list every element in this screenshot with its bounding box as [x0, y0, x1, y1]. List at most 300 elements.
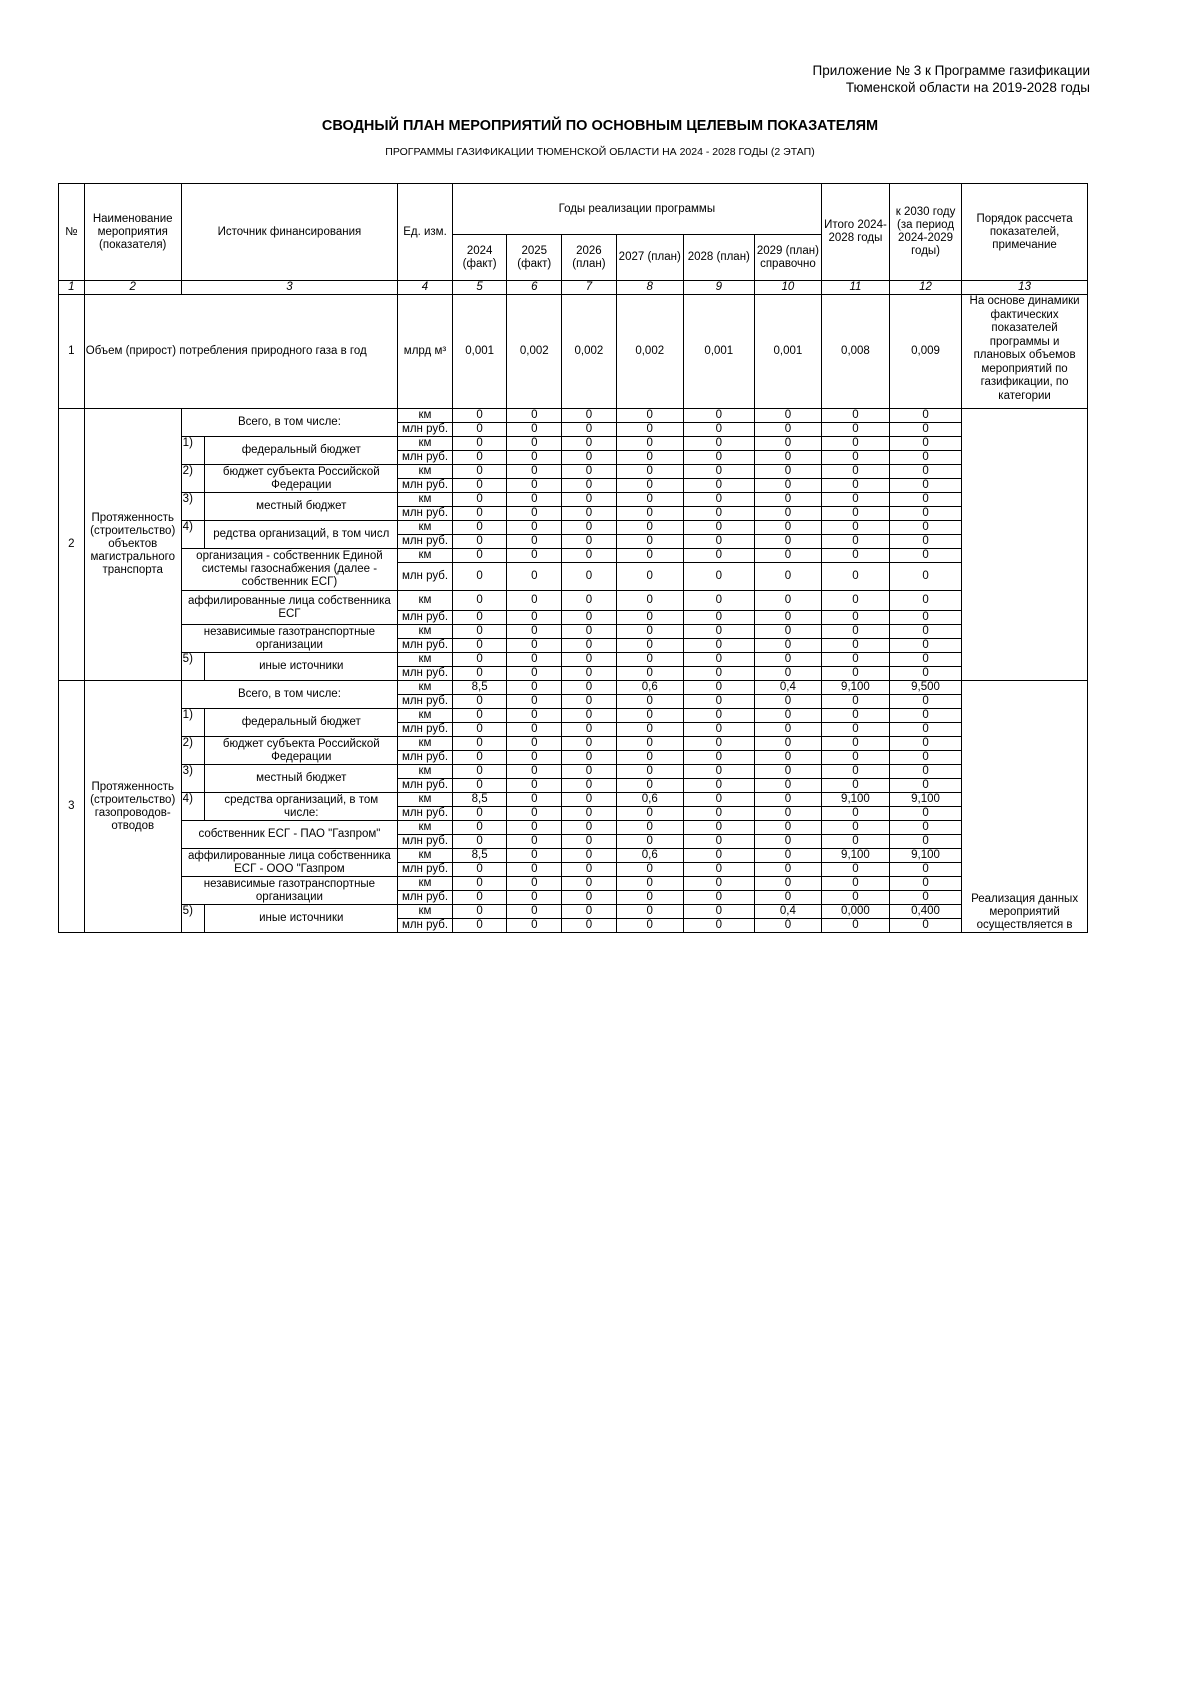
value-cell: 0	[683, 639, 754, 653]
value-cell: 0	[683, 521, 754, 535]
value-cell: 0	[562, 751, 617, 765]
value-cell: 0	[683, 821, 754, 835]
unit-cell: км	[398, 905, 453, 919]
value-cell: 0	[616, 863, 683, 877]
unit-cell: км	[398, 465, 453, 479]
value-cell: 0	[754, 765, 821, 779]
value-cell: 0	[507, 549, 562, 563]
value-cell: 0	[683, 709, 754, 723]
value-cell: 0	[889, 493, 961, 507]
value-cell: 8,5	[452, 849, 507, 863]
value-cell: 0	[562, 653, 617, 667]
colnum-9: 9	[683, 281, 754, 295]
value-cell: 0	[507, 521, 562, 535]
header-no: №	[59, 184, 85, 281]
value-cell: 0	[683, 891, 754, 905]
value-cell: 0	[562, 639, 617, 653]
value-cell: 9,100	[889, 849, 961, 863]
table-row	[59, 709, 1088, 723]
value-cell: 0	[754, 695, 821, 709]
source-local: местный бюджет	[205, 765, 398, 793]
value-cell: 0	[889, 695, 961, 709]
value-cell: 0	[683, 737, 754, 751]
colnum-12: 12	[889, 281, 961, 295]
value-cell: 0	[754, 625, 821, 639]
value-cell: 0	[507, 479, 562, 493]
unit-cell: км	[398, 793, 453, 807]
value-cell: 0	[562, 681, 617, 695]
header-note: Порядок рассчета показателей, примечание	[962, 184, 1088, 281]
value-cell: 0	[821, 549, 889, 563]
value-cell: 0	[821, 493, 889, 507]
value-cell: 0	[452, 891, 507, 905]
value-cell: 0	[683, 779, 754, 793]
header-year-2028: 2028 (план)	[683, 235, 754, 281]
unit-cell: км	[398, 653, 453, 667]
value-cell: 0	[821, 437, 889, 451]
value-cell: 0	[889, 451, 961, 465]
row1-value: 0,001	[754, 295, 821, 409]
unit-cell: км	[398, 591, 453, 611]
appendix-reference	[813, 62, 1090, 96]
value-cell: 0	[507, 695, 562, 709]
source-affil: аффилированные лица собственника ЕСГ - ООО "Газпром	[181, 849, 398, 877]
value-cell: 0	[507, 667, 562, 681]
value-cell: 0	[562, 723, 617, 737]
value-cell: 0	[889, 891, 961, 905]
value-cell: 0	[507, 905, 562, 919]
table-row	[59, 905, 1088, 919]
value-cell: 0	[889, 821, 961, 835]
value-cell: 0	[616, 737, 683, 751]
value-cell: 0	[452, 695, 507, 709]
value-cell: 0	[616, 919, 683, 933]
value-cell: 0	[889, 919, 961, 933]
value-cell: 0	[683, 479, 754, 493]
value-cell: 0	[889, 737, 961, 751]
value-cell: 0	[754, 639, 821, 653]
unit-cell: млн руб.	[398, 611, 453, 625]
value-cell: 0	[889, 535, 961, 549]
row1-no: 1	[59, 295, 85, 409]
value-cell: 0	[507, 535, 562, 549]
value-cell: 0	[452, 549, 507, 563]
colnum-6: 6	[507, 281, 562, 295]
value-cell: 0	[616, 465, 683, 479]
row1-value: 0,002	[616, 295, 683, 409]
value-cell: 0	[754, 807, 821, 821]
source-owner: собственник ЕСГ - ПАО "Газпром"	[181, 821, 398, 849]
row1-value: 0,002	[507, 295, 562, 409]
unit-cell: км	[398, 521, 453, 535]
value-cell: 0,6	[616, 849, 683, 863]
value-cell: 0	[507, 737, 562, 751]
value-cell: 0	[683, 835, 754, 849]
value-cell: 0	[452, 479, 507, 493]
value-cell: 0	[562, 667, 617, 681]
value-cell: 0	[754, 891, 821, 905]
value-cell: 0	[821, 451, 889, 465]
row1-value: 0,001	[452, 295, 507, 409]
value-cell: 0	[683, 793, 754, 807]
value-cell: 0	[507, 891, 562, 905]
unit-cell: км	[398, 737, 453, 751]
value-cell: 0	[821, 409, 889, 423]
value-cell: 0	[616, 521, 683, 535]
unit-cell: млн руб.	[398, 919, 453, 933]
unit-cell: млн руб.	[398, 891, 453, 905]
header-total: Итого 2024-2028 годы	[821, 184, 889, 281]
sec3-no: 3	[59, 681, 85, 933]
value-cell: 0	[562, 849, 617, 863]
value-cell: 0	[754, 611, 821, 625]
header-year-2026: 2026 (план)	[562, 235, 617, 281]
unit-cell: млн руб.	[398, 695, 453, 709]
value-cell: 0	[683, 591, 754, 611]
colnum-1: 1	[59, 281, 85, 295]
value-cell: 0,000	[821, 905, 889, 919]
header-unit: Ед. изм.	[398, 184, 453, 281]
value-cell: 0	[821, 695, 889, 709]
value-cell: 0	[821, 779, 889, 793]
header-years-group: Годы реализации программы	[452, 184, 821, 235]
unit-cell: млн руб.	[398, 423, 453, 437]
colnum-11: 11	[821, 281, 889, 295]
value-cell: 0	[452, 737, 507, 751]
value-cell: 0	[821, 751, 889, 765]
value-cell: 0	[562, 695, 617, 709]
value-cell: 0	[616, 765, 683, 779]
value-cell: 0	[889, 751, 961, 765]
source-number: 3)	[181, 493, 205, 521]
value-cell: 0	[562, 437, 617, 451]
value-cell: 0	[507, 821, 562, 835]
value-cell: 0	[821, 625, 889, 639]
value-cell: 0	[754, 849, 821, 863]
value-cell: 0	[683, 451, 754, 465]
colnum-2: 2	[84, 281, 181, 295]
source-local: местный бюджет	[205, 493, 398, 521]
value-cell: 0	[562, 765, 617, 779]
value-cell: 0	[821, 653, 889, 667]
value-cell: 0	[821, 479, 889, 493]
value-cell: 0	[452, 465, 507, 479]
value-cell: 0	[452, 807, 507, 821]
value-cell: 0	[616, 877, 683, 891]
value-cell: 0	[616, 891, 683, 905]
value-cell: 0	[452, 709, 507, 723]
source-affil: аффилированные лица собственника ЕСГ	[181, 591, 398, 625]
value-cell: 0	[821, 723, 889, 737]
value-cell: 0,400	[889, 905, 961, 919]
unit-cell: км	[398, 549, 453, 563]
unit-cell: км	[398, 409, 453, 423]
source-number: 4)	[181, 793, 205, 821]
value-cell: 0	[507, 765, 562, 779]
source-org: средства организаций, в том числе:	[205, 793, 398, 821]
value-cell: 0	[683, 409, 754, 423]
value-cell: 0	[889, 653, 961, 667]
value-cell: 0	[452, 639, 507, 653]
value-cell: 0	[507, 611, 562, 625]
value-cell: 0	[452, 765, 507, 779]
value-cell: 0	[889, 807, 961, 821]
section-2-main-transport	[59, 409, 1088, 681]
value-cell: 0	[683, 611, 754, 625]
value-cell: 0	[754, 563, 821, 591]
source-number: 3)	[181, 765, 205, 793]
unit-cell: км	[398, 437, 453, 451]
value-cell: 0	[683, 535, 754, 549]
value-cell: 0	[754, 653, 821, 667]
row1-value: 0,009	[889, 295, 961, 409]
value-cell: 0	[452, 835, 507, 849]
value-cell: 0	[754, 667, 821, 681]
value-cell: 0	[616, 779, 683, 793]
value-cell: 0	[683, 905, 754, 919]
value-cell: 0	[754, 465, 821, 479]
value-cell: 0,6	[616, 681, 683, 695]
unit-cell: млн руб.	[398, 723, 453, 737]
value-cell: 0	[754, 877, 821, 891]
value-cell: 0	[452, 507, 507, 521]
value-cell: 0	[562, 507, 617, 521]
value-cell: 0	[616, 905, 683, 919]
value-cell: 0	[754, 479, 821, 493]
value-cell: 0	[754, 591, 821, 611]
row1-note: На основе динамики фактических показателей программы и плановых объемов мероприятий по газификации, по категории	[969, 295, 1080, 402]
value-cell: 0	[507, 507, 562, 521]
table-row	[59, 521, 1088, 535]
value-cell: 9,100	[821, 793, 889, 807]
row1-unit: млрд м³	[398, 295, 453, 409]
sec2-note-cell	[962, 409, 1088, 681]
value-cell: 0	[821, 737, 889, 751]
value-cell: 0	[616, 563, 683, 591]
value-cell: 0	[754, 423, 821, 437]
value-cell: 0	[562, 793, 617, 807]
value-cell: 0	[507, 681, 562, 695]
value-cell: 0	[507, 877, 562, 891]
value-cell: 0	[889, 423, 961, 437]
value-cell: 0	[562, 891, 617, 905]
value-cell: 0	[889, 723, 961, 737]
value-cell: 8,5	[452, 793, 507, 807]
header-year-2025: 2025 (факт)	[507, 235, 562, 281]
value-cell: 0	[616, 835, 683, 849]
value-cell: 0	[889, 625, 961, 639]
value-cell: 0	[616, 667, 683, 681]
value-cell: 0	[562, 737, 617, 751]
value-cell: 0	[452, 437, 507, 451]
value-cell: 0	[889, 709, 961, 723]
table-row	[59, 493, 1088, 507]
value-cell: 0	[507, 625, 562, 639]
value-cell: 0	[452, 611, 507, 625]
value-cell: 0	[754, 821, 821, 835]
table-row	[59, 465, 1088, 479]
unit-cell: млн руб.	[398, 639, 453, 653]
value-cell: 0	[507, 919, 562, 933]
table-row	[59, 409, 1088, 423]
value-cell: 0	[683, 681, 754, 695]
value-cell: 9,500	[889, 681, 961, 695]
sec3-name: Протяженность (строительство) газопроводов-отводов	[84, 681, 181, 933]
value-cell: 0	[889, 479, 961, 493]
table-row	[59, 821, 1088, 835]
value-cell: 0	[452, 723, 507, 737]
value-cell: 0	[821, 667, 889, 681]
value-cell: 0	[507, 751, 562, 765]
value-cell: 0	[562, 625, 617, 639]
source-indep: независимые газотранспортные организации	[181, 625, 398, 653]
value-cell: 0	[683, 919, 754, 933]
unit-cell: км	[398, 765, 453, 779]
value-cell: 0	[683, 695, 754, 709]
appendix-line-1: Приложение № 3 к Программе газификации	[812, 63, 1090, 78]
value-cell: 0	[683, 437, 754, 451]
unit-cell: млн руб.	[398, 451, 453, 465]
value-cell: 0,6	[616, 793, 683, 807]
value-cell: 0	[616, 409, 683, 423]
value-cell: 0	[754, 493, 821, 507]
value-cell: 0	[754, 451, 821, 465]
sec2-name: Протяженность (строительство) объектов магистрального транспорта	[84, 409, 181, 681]
value-cell: 0	[616, 639, 683, 653]
unit-cell: км	[398, 709, 453, 723]
value-cell: 0	[821, 877, 889, 891]
value-cell: 0	[889, 835, 961, 849]
source-total: Всего, в том числе:	[181, 681, 398, 709]
value-cell: 0	[616, 611, 683, 625]
value-cell: 0	[562, 877, 617, 891]
value-cell: 0	[889, 563, 961, 591]
value-cell: 0	[616, 423, 683, 437]
table-row	[59, 591, 1088, 611]
unit-cell: млн руб.	[398, 779, 453, 793]
source-fed: федеральный бюджет	[205, 709, 398, 737]
value-cell: 0	[616, 507, 683, 521]
unit-cell: млн руб.	[398, 807, 453, 821]
value-cell: 0	[616, 821, 683, 835]
value-cell: 0	[507, 793, 562, 807]
value-cell: 0	[616, 751, 683, 765]
value-cell: 0	[507, 723, 562, 737]
value-cell: 0	[821, 891, 889, 905]
source-number: 4)	[181, 521, 205, 549]
value-cell: 0	[507, 863, 562, 877]
value-cell: 0	[889, 521, 961, 535]
value-cell: 0	[821, 835, 889, 849]
value-cell: 0	[616, 549, 683, 563]
value-cell: 0	[562, 521, 617, 535]
colnum-10: 10	[754, 281, 821, 295]
value-cell: 0	[562, 919, 617, 933]
header-year-2024: 2024 (факт)	[452, 235, 507, 281]
value-cell: 0,4	[754, 905, 821, 919]
sec3-note-cell	[962, 681, 1088, 933]
table-row	[59, 681, 1088, 695]
row1-value: 0,002	[562, 295, 617, 409]
row1-value: 0,008	[821, 295, 889, 409]
value-cell: 0	[562, 451, 617, 465]
value-cell: 0	[821, 535, 889, 549]
value-cell: 0	[754, 549, 821, 563]
value-cell: 0	[507, 709, 562, 723]
value-cell: 0	[616, 625, 683, 639]
value-cell: 0	[616, 653, 683, 667]
value-cell: 0	[821, 563, 889, 591]
value-cell: 0	[616, 535, 683, 549]
section-3-branch-pipelines	[59, 681, 1088, 933]
value-cell: 0,4	[754, 681, 821, 695]
value-cell: 0	[821, 591, 889, 611]
value-cell: 0	[562, 479, 617, 493]
unit-cell: км	[398, 681, 453, 695]
unit-cell: млн руб.	[398, 563, 453, 591]
table-row	[59, 877, 1088, 891]
unit-cell: млн руб.	[398, 535, 453, 549]
value-cell: 0	[683, 863, 754, 877]
appendix-line-2: Тюменской области на 2019-2028 годы	[845, 80, 1090, 95]
header-source: Источник финансирования	[181, 184, 398, 281]
value-cell: 0	[821, 709, 889, 723]
source-total: Всего, в том числе:	[181, 409, 398, 437]
value-cell: 0	[754, 507, 821, 521]
document-title: СВОДНЫЙ ПЛАН МЕРОПРИЯТИЙ ПО ОСНОВНЫМ ЦЕЛЕВЫМ ПОКАЗАТЕЛЯМ	[321, 118, 879, 134]
value-cell: 0	[562, 423, 617, 437]
colnum-8: 8	[616, 281, 683, 295]
source-number: 2)	[181, 737, 205, 765]
value-cell: 0	[616, 591, 683, 611]
value-cell: 0	[562, 863, 617, 877]
value-cell: 0	[562, 807, 617, 821]
value-cell: 0	[452, 423, 507, 437]
header-year-2027: 2027 (план)	[616, 235, 683, 281]
value-cell: 0	[754, 737, 821, 751]
value-cell: 0	[562, 835, 617, 849]
header-to-2030: к 2030 году (за период 2024-2029 годы)	[889, 184, 961, 281]
value-cell: 0	[683, 765, 754, 779]
value-cell: 0	[889, 465, 961, 479]
header-name: Наименование мероприятия (показателя)	[84, 184, 181, 281]
value-cell: 0	[507, 409, 562, 423]
value-cell: 0	[507, 437, 562, 451]
source-other: иные источники	[205, 653, 398, 681]
value-cell: 0	[683, 563, 754, 591]
source-number: 2)	[181, 465, 205, 493]
value-cell: 0	[562, 549, 617, 563]
value-cell: 0	[616, 695, 683, 709]
value-cell: 0	[562, 535, 617, 549]
value-cell: 0	[562, 709, 617, 723]
value-cell: 0	[889, 409, 961, 423]
value-cell: 0	[754, 863, 821, 877]
value-cell: 0	[507, 653, 562, 667]
unit-cell: млн руб.	[398, 835, 453, 849]
value-cell: 0	[616, 479, 683, 493]
value-cell: 0	[507, 451, 562, 465]
row1-value: 0,001	[683, 295, 754, 409]
value-cell: 0	[452, 667, 507, 681]
colnum-13: 13	[962, 281, 1088, 295]
value-cell: 0	[754, 437, 821, 451]
colnum-4: 4	[398, 281, 453, 295]
value-cell: 0	[452, 451, 507, 465]
row-1-gas-consumption	[59, 295, 1088, 409]
source-subj: бюджет субъекта Российской Федерации	[205, 465, 398, 493]
value-cell: 0	[754, 723, 821, 737]
